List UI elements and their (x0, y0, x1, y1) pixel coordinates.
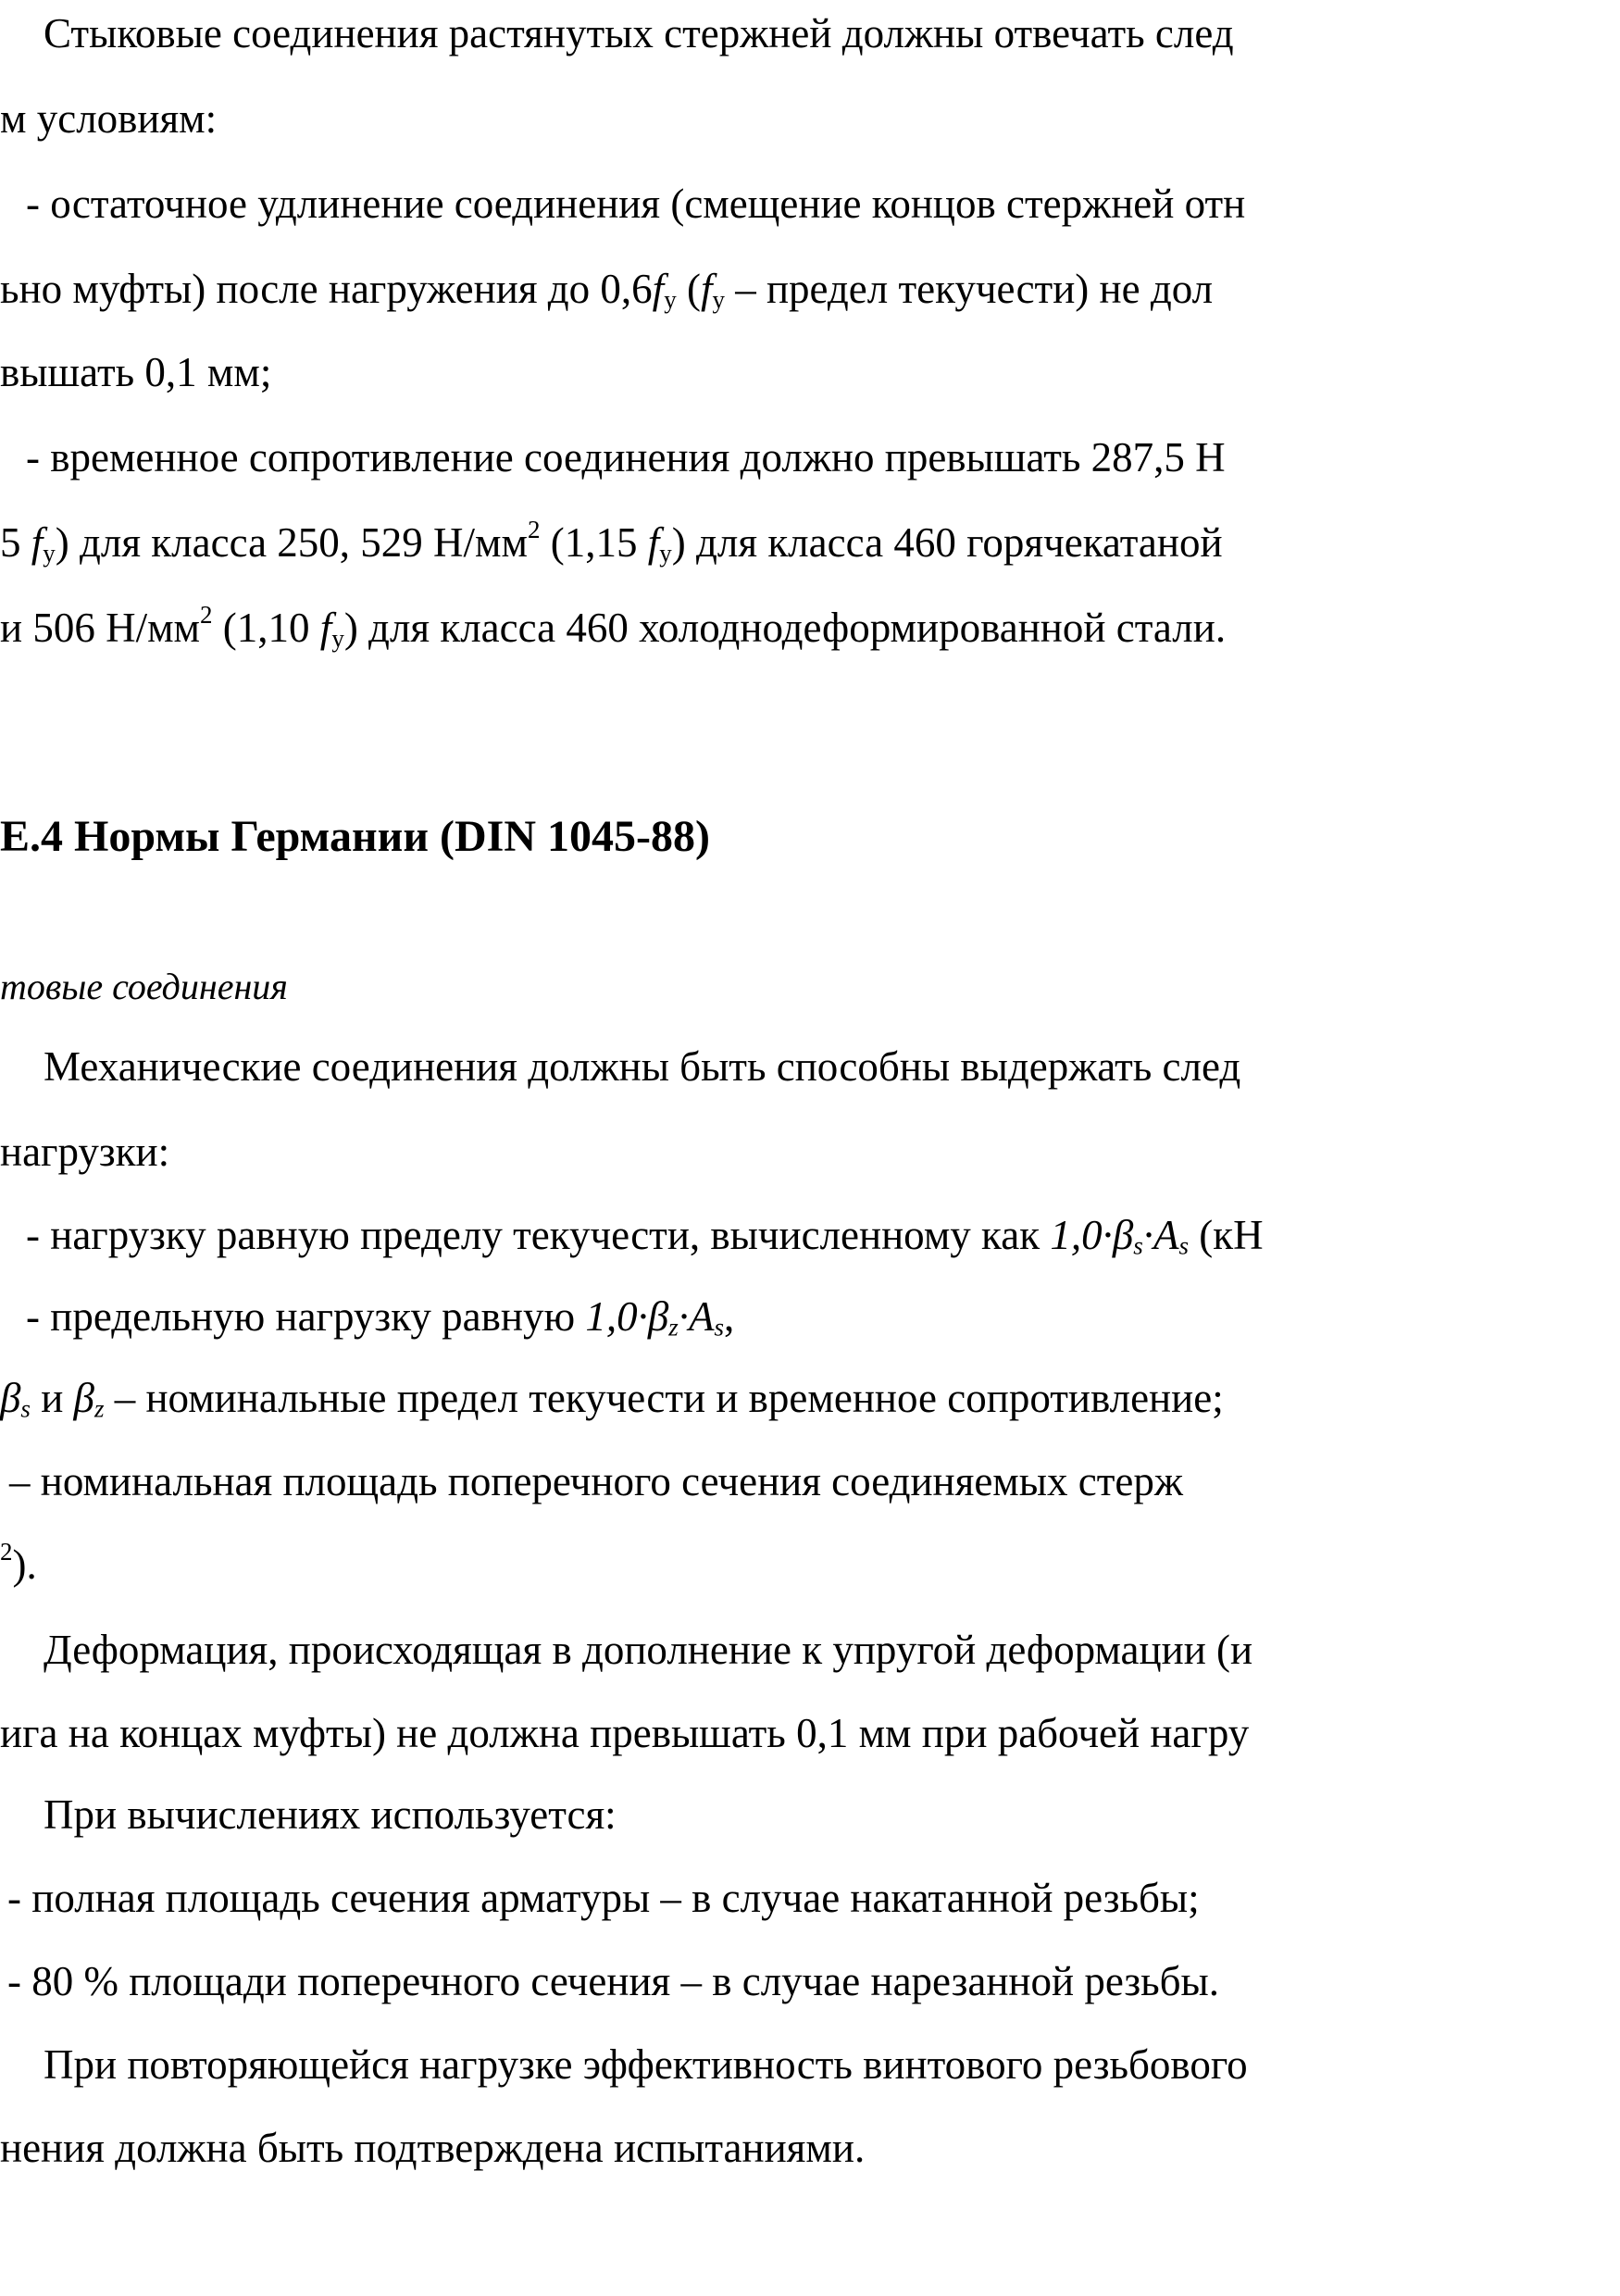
superscript: 2 (0, 1537, 13, 1566)
list-item-text: - полная площадь сечения арматуры – в случае накатанной резьбы; (7, 1875, 1200, 1921)
text-fragment: - предельную нагрузку равную (26, 1293, 586, 1340)
paragraph-text: нения должна быть подтверждена испытаниями. (0, 2125, 866, 2171)
paragraph-line (0, 1043, 1620, 1090)
symbol-f: f (652, 266, 665, 312)
list-item-continuation (0, 600, 1227, 653)
subscript: z (93, 1394, 105, 1423)
subscript: z (668, 1313, 679, 1341)
list-item-continuation (0, 266, 1214, 314)
formula: ·A (678, 1293, 715, 1340)
text-fragment: (кН (1189, 1212, 1264, 1258)
list-item (0, 1958, 1220, 2004)
symbol-f: f (700, 266, 713, 312)
formula: 1,0·β (585, 1293, 669, 1340)
subscript: s (1178, 1231, 1190, 1260)
paragraph-text: При повторяющейся нагрузке эффективность винтового резьбового (44, 2041, 1248, 2088)
formula: 1,0·β (1050, 1212, 1134, 1258)
symbol-beta: β (73, 1375, 94, 1421)
formula: ·A (1142, 1212, 1179, 1258)
text-fragment: (1,15 (540, 519, 648, 566)
paragraph-text: м условиям: (0, 95, 218, 142)
list-item-continuation (0, 515, 1223, 568)
text-line (0, 10, 1620, 56)
subscript: y (664, 285, 677, 314)
definition-line (0, 1375, 1224, 1423)
text-fragment: и (30, 1375, 74, 1421)
definition-line (0, 1537, 37, 1588)
list-item (0, 1212, 1264, 1260)
paragraph-text: нагрузки: (0, 1129, 170, 1175)
subscript: y (331, 624, 344, 653)
subscript: s (20, 1394, 31, 1423)
symbol-f: f (319, 605, 332, 651)
subheading-text: товые соединения (0, 966, 288, 1007)
text-fragment: и 506 Н/мм (0, 605, 201, 651)
text-fragment: вышать 0,1 мм; (0, 349, 272, 395)
definition-line (0, 1458, 1620, 1504)
superscript: 2 (528, 515, 541, 543)
paragraph-line (0, 1131, 169, 1173)
text-fragment: 5 (0, 519, 31, 566)
paragraph-text: ига на концах муфты) не должна превышать 0,1 мм при рабочей нагру (0, 1710, 1250, 1756)
text-fragment: ( (676, 266, 701, 312)
list-item-text: - временное сопротивление соединения должно превышать 287,5 Н (26, 434, 1226, 480)
paragraph-text: Деформация, происходящая в дополнение к упругой деформации (и (44, 1627, 1253, 1673)
superscript: 2 (200, 600, 213, 629)
paragraph-line (0, 1710, 1250, 1756)
subscript: y (659, 539, 672, 568)
list-item (0, 1293, 735, 1341)
text-fragment: ) для класса 250, 529 Н/мм (55, 519, 529, 566)
paragraph-text: Механические соединения должны быть способны выдержать след (44, 1043, 1241, 1090)
text-fragment: , (724, 1293, 735, 1340)
list-item (0, 183, 1245, 225)
text-fragment: ) для класса 460 горячекатаной (671, 519, 1223, 566)
paragraph-text: При вычислениях используется: (44, 1791, 617, 1838)
text-fragment: ) для класса 460 холоднодеформированной стали. (343, 605, 1227, 651)
section-heading-text: Е.4 Нормы Германии (DIN 1045-88) (0, 812, 710, 861)
list-item-text: - 80 % площади поперечного сечения – в случае нарезанной резьбы. (7, 1958, 1220, 2004)
subscript: y (712, 285, 725, 314)
section-heading (0, 812, 710, 861)
paragraph-line (0, 1629, 1620, 1671)
subheading (0, 968, 288, 1005)
text-fragment: ). (12, 1541, 37, 1588)
symbol-f: f (647, 519, 660, 566)
list-item-continuation (0, 349, 272, 395)
list-item (0, 434, 1226, 480)
text-line (0, 95, 218, 142)
definition-text: – номинальная площадь поперечного сечения соединяемых стерж (9, 1458, 1183, 1504)
text-fragment: ьно муфты) после нагружения до 0,6 (0, 266, 653, 312)
symbol-beta: β (0, 1375, 21, 1421)
subscript: y (43, 539, 56, 568)
paragraph-line (0, 1791, 617, 1838)
symbol-f: f (31, 519, 44, 566)
text-fragment: (1,10 (212, 605, 320, 651)
text-fragment: – предел текучести) не дол (724, 266, 1214, 312)
paragraph-text: Стыковые соединения растянутых стержней должны отвечать след (44, 10, 1234, 56)
paragraph-line (0, 2041, 1620, 2088)
subscript: s (1133, 1231, 1143, 1260)
text-fragment: – номинальные предел текучести и временное сопротивление; (104, 1375, 1224, 1421)
subscript: s (714, 1313, 725, 1341)
list-item-text: - остаточное удлинение соединения (смещение концов стержней отн (26, 181, 1246, 227)
text-fragment: - нагрузку равную пределу текучести, вычисленному как (26, 1212, 1051, 1258)
list-item (0, 1875, 1200, 1921)
paragraph-line (0, 2125, 866, 2171)
